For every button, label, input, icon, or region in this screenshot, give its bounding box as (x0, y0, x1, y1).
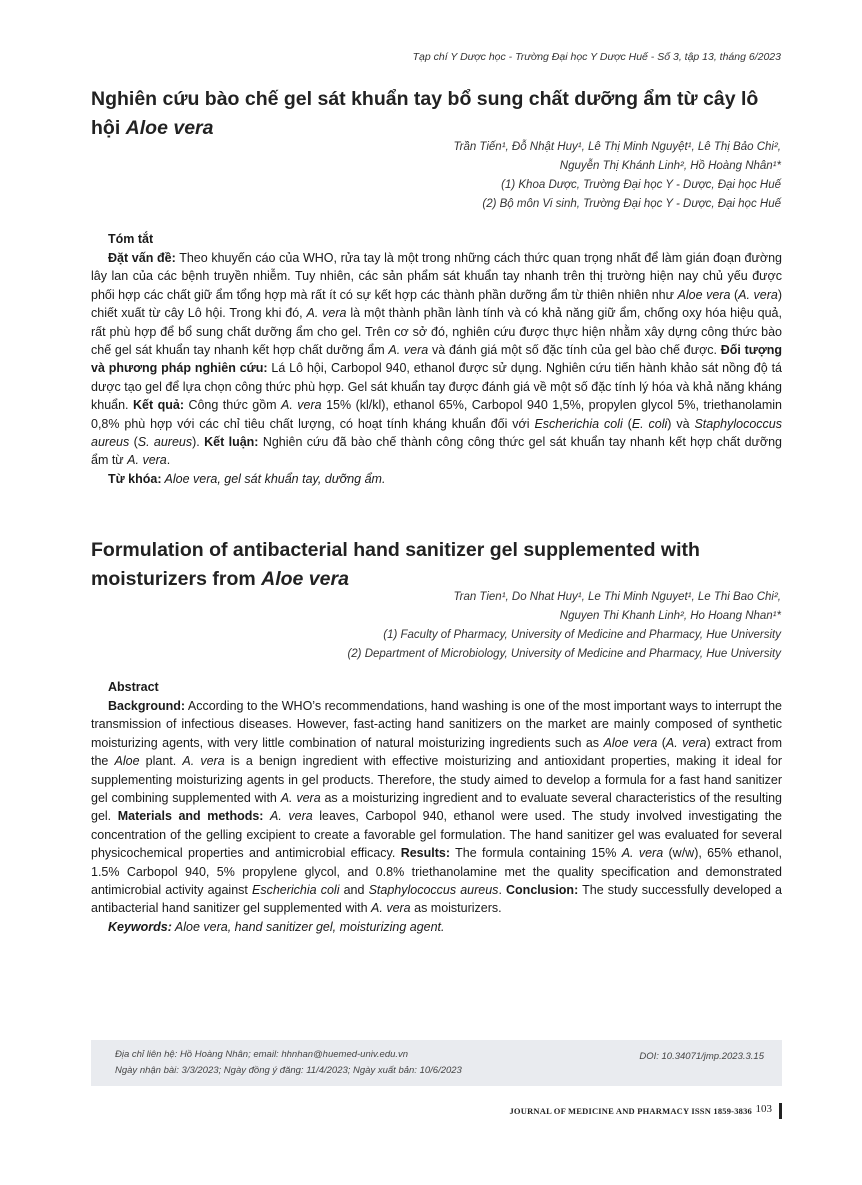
page-number-bar (779, 1103, 782, 1119)
authors-english (261, 588, 781, 664)
authors-vietnamese (261, 138, 781, 214)
page-number: 103 (755, 1103, 772, 1115)
correspondence-info (115, 1047, 462, 1079)
affiliation-1: (1) Faculty of Pharmacy, University of Medicine and Pharmacy, Hue University (383, 629, 781, 641)
correspondence-box (91, 1040, 782, 1086)
affiliation-1: (1) Khoa Dược, Trường Đại học Y - Dược, Đại học Huế (501, 179, 781, 191)
title-species: Aloe vera (125, 117, 214, 139)
abstract-body: Background: According to the WHO’s recommendations, hand washing is one of the most important ways to interrupt the transmission of infectious diseases. However, fast-acting hand sanitizers on the market are mainly composed of synthetic moisturizing agents, with very little combination of natural moisturizing ingredients such as Aloe vera (A. vera) extract from the Aloe plant. A. vera is a benign ingredient with effective moisturizing and antioxidant properties, making it ideal for supplementing moisturizing agents in gel products. Therefore, the study aimed to develop a formula for a fast hand sanitizer gel combining supplemented with A. vera as a moisturizing ingredient and to evaluate several characteristics of the resulting gel. Materials and methods: A. vera leaves, Carbopol 940, ethanol were used. The study involved investigating the concentration of the gelling excipient to create a favorable gel formulation. The hand sanitizer gel was evaluated for several physicochemical properties and antimicrobial efficacy. Results: The formula containing 15% A. vera (w/w), 65% ethanol, 1.5% Carbopol 940, 5% propylene glycol, and 0.8% triethanolamine met the quality specification and demonstrated antimicrobial activity against Escherichia coli and Staphylococcus aureus. Conclusion: The study successfully developed a antibacterial hand sanitizer gel supplemented with A. vera as moisturizers. Keywords: Aloe vera, hand sanitizer gel, moisturizing agent. (91, 697, 782, 936)
authors-line-1: Trần Tiến¹, Đỗ Nhật Huy¹, Lê Thị Minh Nguyệt¹, Lê Thị Bảo Chi², (453, 141, 781, 153)
abstract-body: Đặt vấn đề: Theo khuyến cáo của WHO, rửa tay là một trong những cách thức quan trọng nhất để làm gián đoạn đường lây lan của các bệnh truyền nhiễm. Tuy nhiên, các sản phẩm sát khuẩn tay nhanh trên thị trường hiện nay chủ yếu được phối hợp các chất giữ ẩm tổng hợp mà rất ít có sự kết hợp các thành phần dưỡng ẩm từ thiên nhiên như Aloe vera (A. vera) chiết xuất từ cây Lô hội. Trong khi đó, A. vera là một thành phần lành tính và có khả năng giữ ẩm, chống oxy hóa hiệu quả, rất phù hợp để bổ sung chất dưỡng ẩm cho gel. Trên cơ sở đó, nghiên cứu được thực hiện nhằm xây dựng công thức bào chế gel sát khuẩn tay nhanh kết hợp chất dưỡng ẩm A. vera và đánh giá một số đặc tính của gel bào chế được. Đối tượng và phương pháp nghiên cứu: Lá Lô hội, Carbopol 940, ethanol được sử dụng. Nghiên cứu tiến hành khảo sát nồng độ tá dược tạo gel để lựa chọn công thức phù hợp. Gel sát khuẩn tay được đánh giá về một số đặc tính lý hóa và khả năng kháng khuẩn. Kết quả: Công thức gồm A. vera 15% (kl/kl), ethanol 65%, Carbopol 940 1,5%, propylen glycol 5%, triethanolamin 0,8% phù hợp với các chỉ tiêu chất lượng, có hoạt tính kháng khuẩn đối với Escherichia coli (E. coli) và Staphylococcus aureus (S. aureus). Kết luận: Nghiên cứu đã bào chế thành công công thức gel sát khuẩn tay nhanh kết hợp chất dưỡng ẩm từ A. vera. Từ khóa: Aloe vera, gel sát khuẩn tay, dưỡng ẩm. (91, 249, 782, 488)
abstract-heading: Tóm tắt (108, 232, 154, 246)
running-head: Tạp chí Y Dược học - Trường Đại học Y Dược Huế - Số 3, tập 13, tháng 6/2023 (412, 51, 781, 63)
dates-line: Ngày nhận bài: 3/3/2023; Ngày đồng ý đăng: 11/4/2023; Ngày xuất bản: 10/6/2023 (115, 1065, 462, 1076)
title-species: Aloe vera (261, 568, 349, 590)
authors-line-2: Nguyen Thi Khanh Linh², Ho Hoang Nhan¹* (559, 610, 781, 622)
abstract-vietnamese (91, 230, 782, 488)
article-title-vietnamese (91, 85, 781, 143)
title-text: Nghiên cứu bào chế gel sát khuẩn tay bổ sung chất dưỡng ẩm từ cây lô hội (91, 88, 759, 139)
journal-footer: JOURNAL OF MEDICINE AND PHARMACY ISSN 1859-3836 (509, 1106, 752, 1116)
authors-line-1: Tran Tien¹, Do Nhat Huy¹, Le Thi Minh Nguyet¹, Le Thi Bao Chi², (453, 591, 781, 603)
affiliation-2: (2) Department of Microbiology, University of Medicine and Pharmacy, Hue University (347, 648, 781, 660)
article-title-english (91, 536, 781, 594)
doi: DOI: 10.34071/jmp.2023.3.15 (639, 1051, 764, 1062)
authors-line-2: Nguyễn Thị Khánh Linh², Hồ Hoàng Nhân¹* (559, 160, 781, 172)
keywords: Từ khóa: Aloe vera, gel sát khuẩn tay, dưỡng ẩm. (108, 471, 386, 486)
abstract-english (91, 678, 782, 936)
title-text: Formulation of antibacterial hand sanitizer gel supplemented with moisturizers from (91, 539, 700, 590)
keywords: Keywords: Aloe vera, hand sanitizer gel, moisturizing agent. (108, 919, 445, 934)
contact-line: Địa chỉ liên hệ: Hồ Hoàng Nhân; email: hhnhan@huemed-univ.edu.vn (115, 1049, 409, 1060)
abstract-heading: Abstract (108, 680, 159, 694)
affiliation-2: (2) Bộ môn Vi sinh, Trường Đại học Y - Dược, Đại học Huế (482, 198, 781, 210)
